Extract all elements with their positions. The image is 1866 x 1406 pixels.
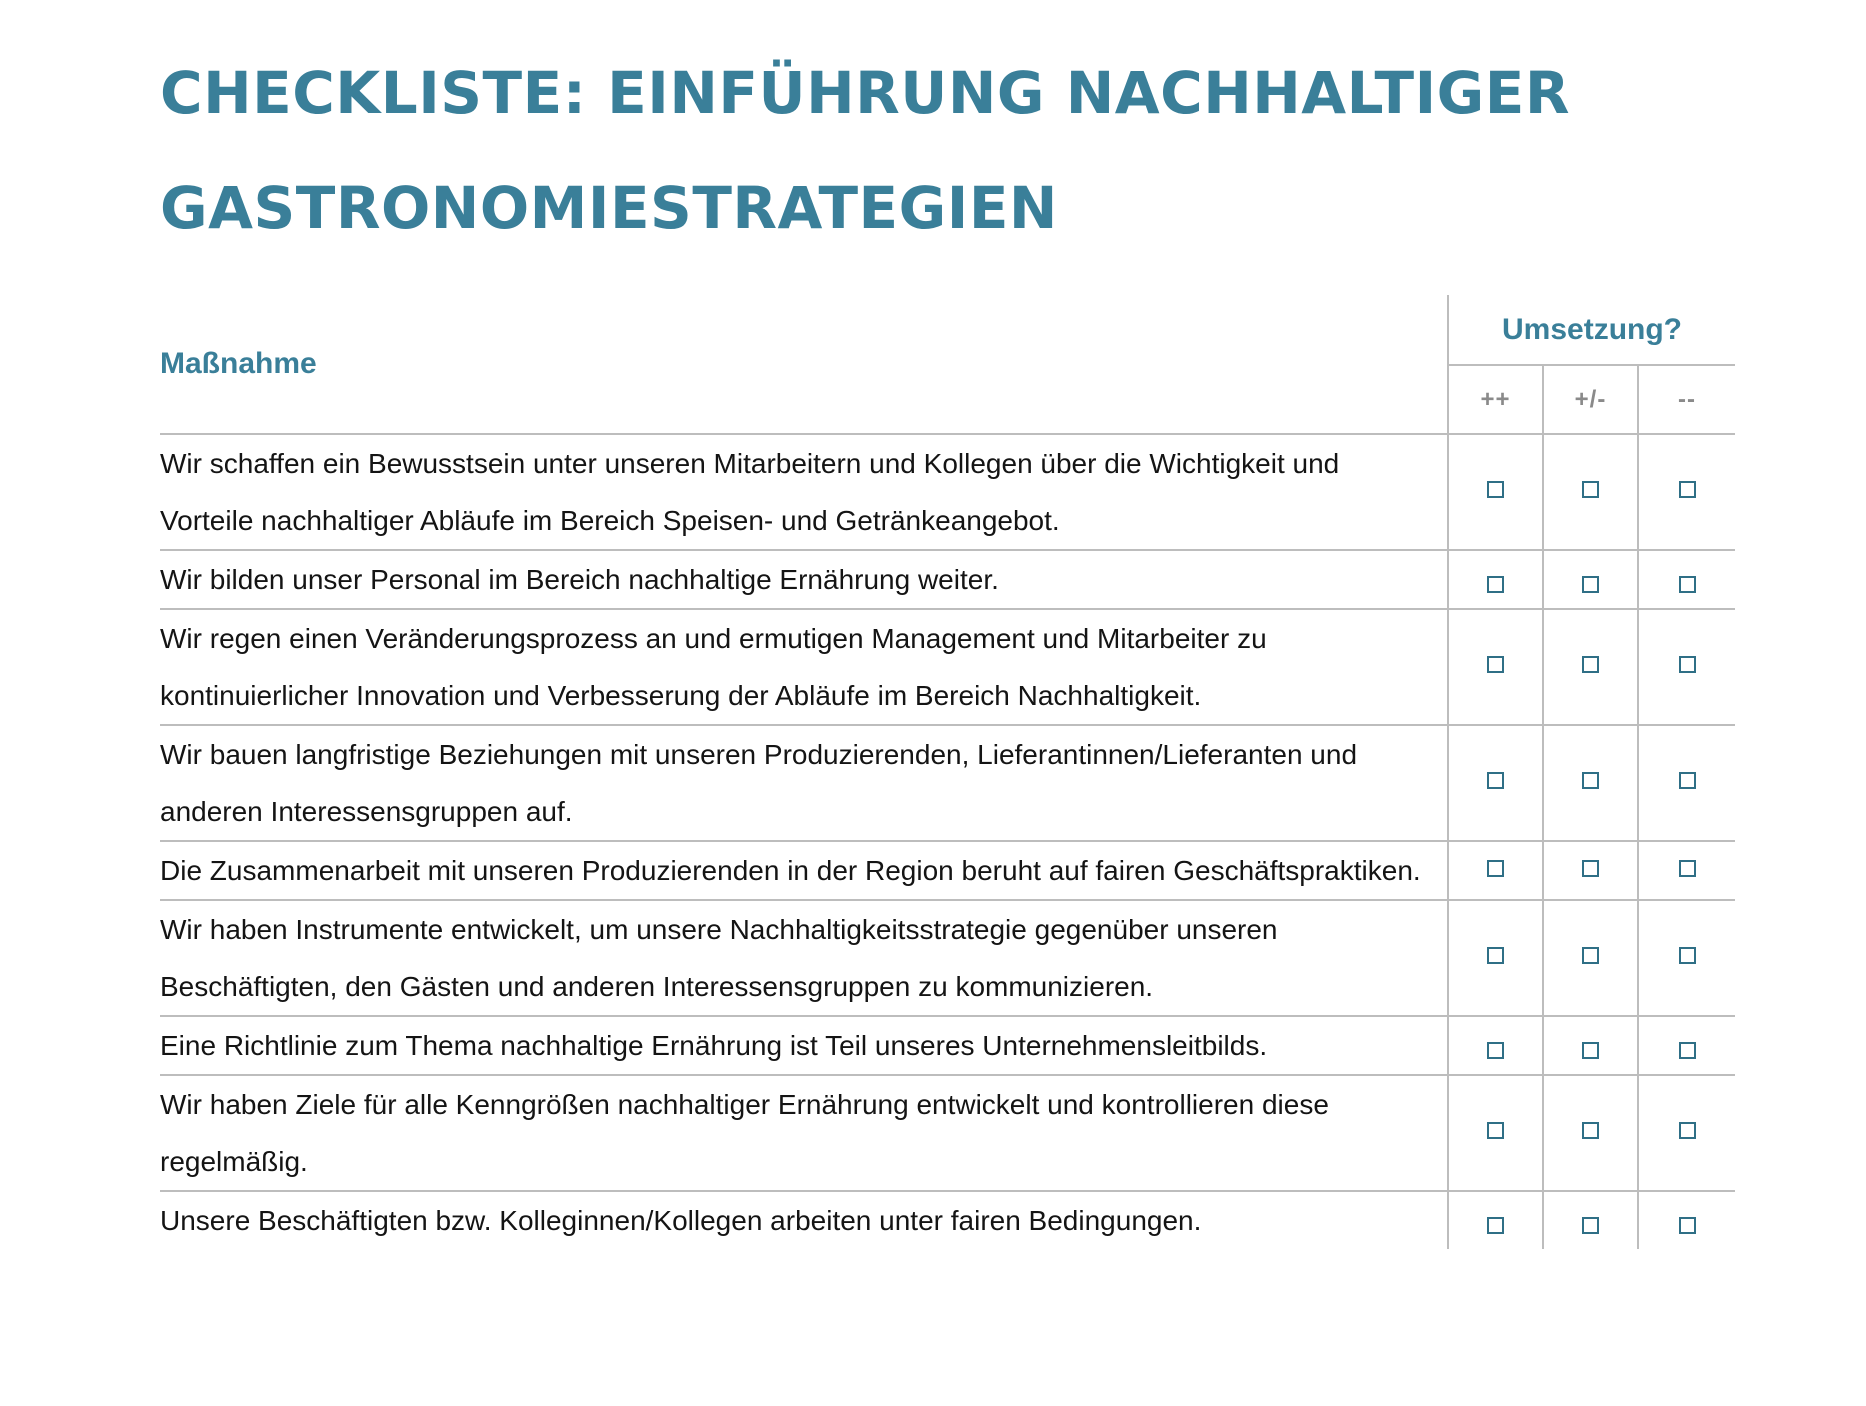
measure-text: Wir haben Ziele für alle Kenngrößen nachhaltiger Ernährung entwickelt und kontrollieren diese regelmäßig. [160, 1075, 1448, 1191]
option-cell [1638, 609, 1735, 725]
checkbox-plus-plus[interactable] [1487, 1122, 1504, 1139]
option-cell [1448, 1016, 1543, 1075]
option-header-plus-plus: ++ [1448, 365, 1543, 434]
option-cell [1638, 900, 1735, 1016]
option-cell [1543, 725, 1638, 841]
option-cell [1448, 841, 1543, 900]
table-row [160, 841, 1735, 900]
option-cell [1543, 900, 1638, 1016]
option-cell [1638, 841, 1735, 900]
measure-text: Wir schaffen ein Bewusstsein unter unseren Mitarbeitern und Kollegen über die Wichtigkeit und Vorteile nachhaltiger Abläufe im Bereich Speisen- und Getränkeangebot. [160, 434, 1448, 550]
measure-text: Wir bilden unser Personal im Bereich nachhaltige Ernährung weiter. [160, 550, 1448, 609]
checkbox-plus-minus[interactable] [1582, 656, 1599, 673]
option-cell [1638, 1191, 1735, 1249]
option-header-minus-minus: -- [1638, 365, 1735, 434]
checkbox-minus-minus[interactable] [1679, 772, 1696, 789]
option-cell [1448, 550, 1543, 609]
option-cell [1543, 841, 1638, 900]
checkbox-plus-plus[interactable] [1487, 1042, 1504, 1059]
checkbox-minus-minus[interactable] [1679, 947, 1696, 964]
checkbox-plus-minus[interactable] [1582, 481, 1599, 498]
measure-text: Die Zusammenarbeit mit unseren Produzierenden in der Region beruht auf fairen Geschäftspraktiken. [160, 841, 1448, 900]
option-cell [1543, 609, 1638, 725]
option-cell [1638, 550, 1735, 609]
option-cell [1448, 1191, 1543, 1249]
measure-text: Wir bauen langfristige Beziehungen mit unseren Produzierenden, Lieferantinnen/Lieferanten und anderen Interessensgruppen auf. [160, 725, 1448, 841]
option-cell [1543, 1075, 1638, 1191]
checkbox-plus-minus[interactable] [1582, 1217, 1599, 1234]
rating-group-header: Umsetzung? [1448, 295, 1735, 365]
option-cell [1638, 725, 1735, 841]
checkbox-plus-plus[interactable] [1487, 1217, 1504, 1234]
checkbox-minus-minus[interactable] [1679, 1122, 1696, 1139]
option-cell [1448, 609, 1543, 725]
option-cell [1448, 900, 1543, 1016]
checkbox-plus-minus[interactable] [1582, 1122, 1599, 1139]
checkbox-plus-minus[interactable] [1582, 576, 1599, 593]
option-cell [1638, 1016, 1735, 1075]
table-row [160, 550, 1735, 609]
checkbox-plus-plus[interactable] [1487, 576, 1504, 593]
table-row [160, 725, 1735, 841]
option-cell [1638, 434, 1735, 550]
table-row [160, 434, 1735, 550]
checkbox-plus-plus[interactable] [1487, 656, 1504, 673]
checkbox-plus-plus[interactable] [1487, 481, 1504, 498]
checkbox-plus-minus[interactable] [1582, 772, 1599, 789]
option-cell [1543, 434, 1638, 550]
checkbox-minus-minus[interactable] [1679, 656, 1696, 673]
checkbox-plus-plus[interactable] [1487, 772, 1504, 789]
measure-column-header: Maßnahme [160, 295, 1448, 434]
checklist-table [160, 295, 1735, 1249]
checkbox-plus-plus[interactable] [1487, 947, 1504, 964]
checkbox-minus-minus[interactable] [1679, 481, 1696, 498]
table-row [160, 1016, 1735, 1075]
table-row [160, 1075, 1735, 1191]
option-cell [1448, 434, 1543, 550]
option-cell [1448, 1075, 1543, 1191]
table-row [160, 1191, 1735, 1249]
option-cell [1543, 1191, 1638, 1249]
checkbox-plus-minus[interactable] [1582, 947, 1599, 964]
checkbox-minus-minus[interactable] [1679, 1217, 1696, 1234]
option-header-plus-minus: +/- [1543, 365, 1638, 434]
measure-text: Wir haben Instrumente entwickelt, um unsere Nachhaltigkeitsstrategie gegenüber unseren Beschäftigten, den Gästen und anderen Interessensgruppen zu kommunizieren. [160, 900, 1448, 1016]
measure-text: Eine Richtlinie zum Thema nachhaltige Ernährung ist Teil unseres Unternehmensleitbilds. [160, 1016, 1448, 1075]
table-row [160, 900, 1735, 1016]
checkbox-minus-minus[interactable] [1679, 1042, 1696, 1059]
checkbox-plus-plus[interactable] [1487, 860, 1504, 877]
checkbox-minus-minus[interactable] [1679, 576, 1696, 593]
option-cell [1448, 725, 1543, 841]
checkbox-plus-minus[interactable] [1582, 1042, 1599, 1059]
page-title: CHECKLISTE: EINFÜHRUNG NACHHALTIGER GASTRONOMIESTRATEGIEN [160, 59, 1571, 242]
measure-text: Unsere Beschäftigten bzw. Kolleginnen/Kollegen arbeiten unter fairen Bedingungen. [160, 1205, 1202, 1236]
option-cell [1543, 550, 1638, 609]
option-cell [1638, 1075, 1735, 1191]
measure-text: Wir regen einen Veränderungsprozess an und ermutigen Management und Mitarbeiter zu kontinuierlicher Innovation und Verbesserung der Abläufe im Bereich Nachhaltigkeit. [160, 609, 1448, 725]
option-cell [1543, 1016, 1638, 1075]
checkbox-minus-minus[interactable] [1679, 860, 1696, 877]
checkbox-plus-minus[interactable] [1582, 860, 1599, 877]
table-row [160, 609, 1735, 725]
